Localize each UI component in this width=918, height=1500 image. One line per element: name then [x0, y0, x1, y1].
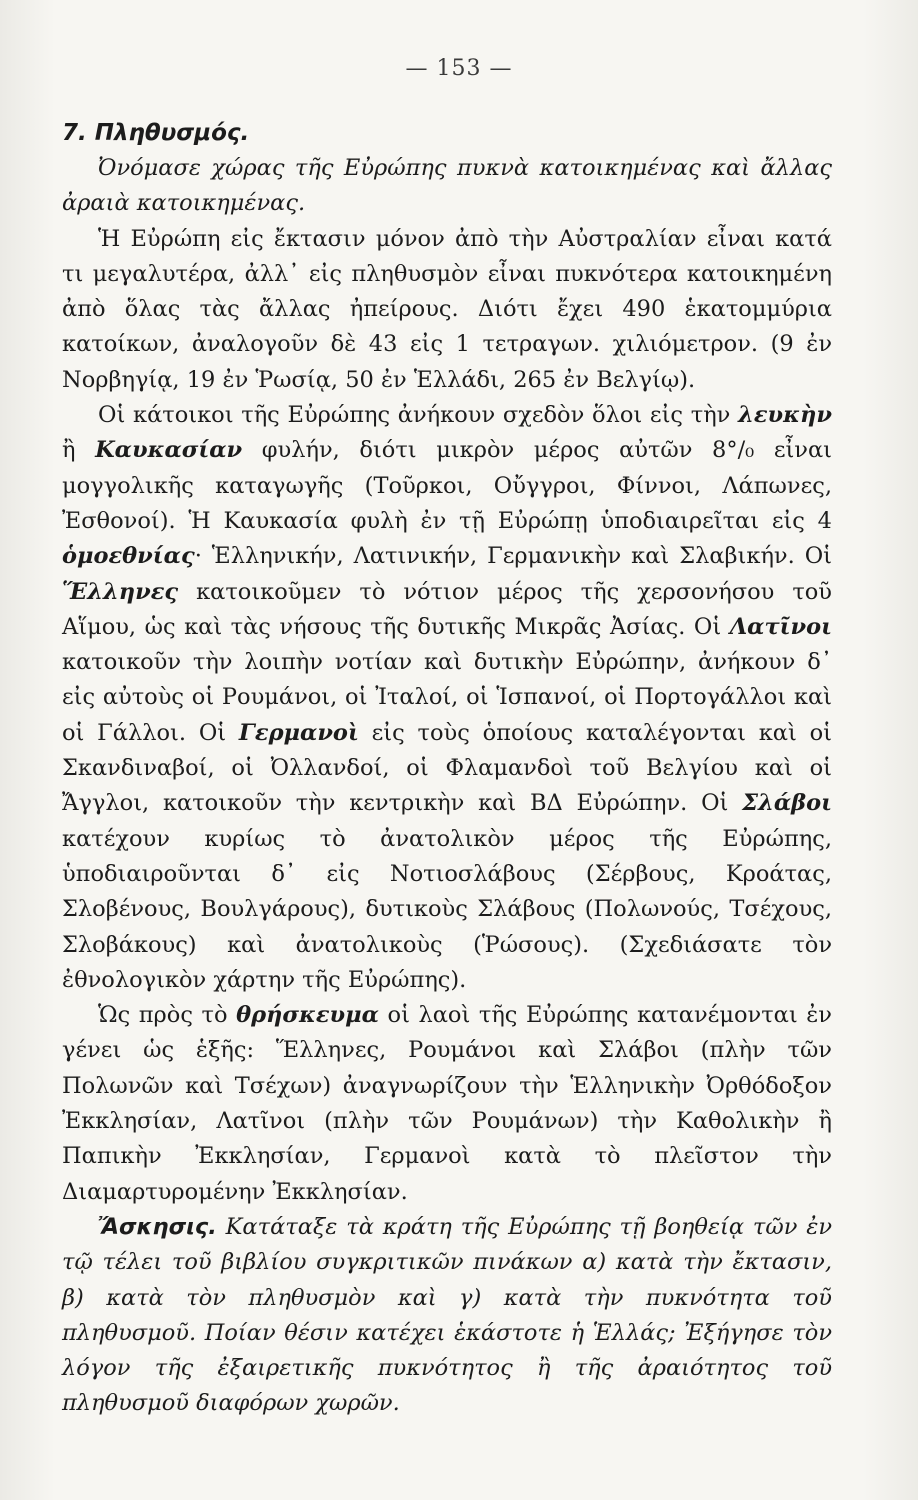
text-run: ἢ — [62, 437, 96, 464]
exercise — [62, 1210, 832, 1422]
page-number: — 153 — — [405, 56, 513, 81]
term-slavoi: Σλάβοι — [742, 790, 832, 817]
term-kaukasian: Καυκασίαν — [95, 437, 243, 464]
term-germanoi: Γερμανοὶ — [238, 719, 359, 746]
text-run: κατοικοῦμεν τὸ νότιον μέρος τῆς χερσονήσου τοῦ Αἵμου, ὡς καὶ τὰς νήσους τῆς δυτικῆς Μικρᾶς Ἀσίας. Οἱ — [62, 578, 832, 640]
exercise-text: Κατάταξε τὰ κράτη τῆς Εὐρώπης τῇ βοηθείᾳ τῶν ἐν τῷ τέλει τοῦ βιβλίου συγκριτικῶν πινάκων α) κατὰ τὴν ἔκτασιν, β) κατὰ τὸν πληθυσμὸν καὶ γ) κατὰ τὴν πυκνότητα τοῦ πληθυσμοῦ. Ποίαν θέσιν κατέχει ἑκάστοτε ἡ Ἑλλάς; Ἐξήγησε τὸν λόγον τῆς ἐξαιρετικῆς πυκνότητος ἢ τῆς ἀραιότητος τοῦ πληθυσμοῦ διαφόρων χωρῶν. — [62, 1213, 832, 1417]
text-run: κατέχουν κυρίως τὸ ἀνατολικὸν μέρος τῆς Εὐρώπης, ὑποδιαιροῦνται δ᾽ εἰς Νοτιοσλάβους (Σέρβους, Κροάτας, Σλοβένους, Βουλγάρους), δυτικοὺς Σλάβους (Πολωνούς, Τσέχους, Σλοβάκους) καὶ ἀνατολικοὺς (Ῥώσους). (Σχεδιάσατε τὸν ἐθνολογικὸν χάρτην τῆς Εὐρώπης). — [62, 825, 832, 993]
text-run: φυλήν, διότι μικρὸν μέρος αὐτῶν 8°/₀ εἶναι μογγολικῆς καταγωγῆς (Τοῦρκοι, Οὔγγροι, Φίννοι, Λάπωνες, Ἐσθονοί). Ἡ Καυκασία φυλὴ ἐν τῇ Εὐρώπῃ ὑποδιαιρεῖται εἰς 4 — [62, 437, 832, 534]
term-ellines: Ἕλληνες — [62, 578, 179, 605]
intro-question-text: Ὀνόμασε χώρας τῆς Εὐρώπης πυκνὰ κατοικημένας καὶ ἄλλας ἀραιὰ κατοικημένας. — [62, 155, 832, 217]
page-content — [62, 116, 832, 1422]
text-run: · Ἑλληνικήν, Λατινικήν, Γερμανικὴν καὶ Σλαβικήν. Οἱ — [194, 543, 832, 570]
paragraph-races — [62, 398, 832, 998]
text-run: οἱ λαοὶ τῆς Εὐρώπης κατανέμονται ἐν γένει ὡς ἑξῆς: Ἕλληνες, Ρουμάνοι καὶ Σλάβοι (πλὴν τῶν Πολωνῶν καὶ Τσέχων) ἀναγνωρίζουν τὴν Ἑλληνικὴν Ὀρθόδοξον Ἐκκλησίαν, Λατῖνοι (πλὴν τῶν Ρουμάνων) τὴν Καθολικὴν ἢ Παπικὴν Ἐκκλησίαν, Γερμανοὶ κατὰ τὸ πλεῖστον τὴν Διαμαρτυρομένην Ἐκκλησίαν. — [62, 1002, 832, 1205]
section-title: 7. Πληθυσμός. — [62, 120, 250, 146]
exercise-label: Ἄσκησις. — [98, 1213, 217, 1240]
term-omoethnias: ὁμοεθνίας — [62, 543, 195, 570]
term-thriskevma: θρήσκευμα — [236, 1002, 379, 1029]
text-run: κατοικοῦν τὴν λοιπὴν νοτίαν καὶ δυτικὴν Εὐρώπην, ἀνήκουν δ᾽ εἰς αὐτοὺς οἱ Ρουμάνοι, οἱ Ἰταλοί, οἱ Ἱσπανοί, οἱ Πορτογάλλοι καὶ οἱ Γάλλοι. Οἱ — [62, 649, 832, 746]
paragraph-religion — [62, 998, 832, 1210]
paragraph-population: Ἡ Εὐρώπη εἰς ἔκτασιν μόνον ἀπὸ τὴν Αὐστραλίαν εἶναι κατά τι μεγαλυτέρα, ἀλλ᾽ εἰς πληθυσμὸν εἶναι πυκνότερα κατοικημένη ἀπὸ ὅλας τὰς ἄλλας ἠπείρους. Διότι ἔχει 490 ἑκατομμύρια κατοίκων, ἀναλογοῦν δὲ 43 εἰς 1 τετραγων. χιλιόμετρον. (9 ἐν Νορβηγίᾳ, 19 ἐν Ῥωσίᾳ, 50 ἐν Ἑλλάδι, 265 ἐν Βελγίῳ). — [62, 225, 832, 393]
text-run: εἰς τοὺς ὁποίους καταλέγονται καὶ οἱ Σκανδιναβοί, οἱ Ὀλλανδοί, οἱ Φλαμανδοὶ τοῦ Βελγίου καὶ οἱ Ἄγγλοι, κατοικοῦν τὴν κεντρικὴν καὶ ΒΔ Εὐρώπην. Οἱ — [62, 719, 832, 817]
term-leukin: λευκὴν — [738, 402, 832, 429]
intro-question — [62, 151, 832, 222]
text-run: Ὡς πρὸς τὸ — [98, 1002, 237, 1029]
text-run: Οἱ κάτοικοι τῆς Εὐρώπης ἀνήκουν σχεδὸν ὅλοι εἰς τὴν — [98, 402, 739, 429]
term-latinoi: Λατῖνοι — [729, 613, 832, 640]
